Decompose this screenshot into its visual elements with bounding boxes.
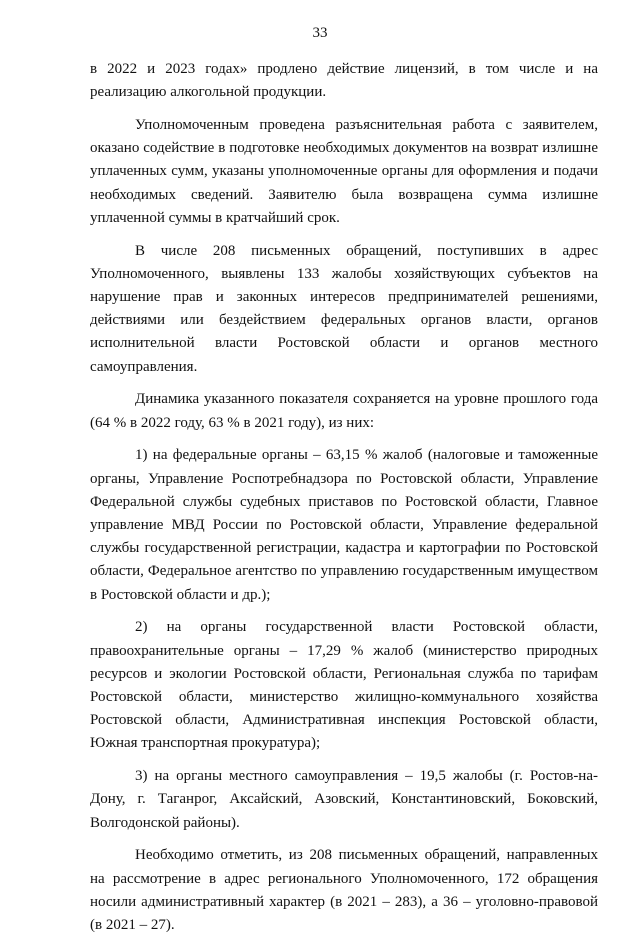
page-number: 33 xyxy=(312,25,328,41)
list-item-regional-bodies: 2) на органы государственной власти Ростовской области, правоохранительные органы – 17,29 % жалоб (министерство природных ресурсов и экологии Ростовской области, Региональная служба по тарифам Ростовской области, министерство жилищно-коммунального хозяйства Ростовской области, Административная инспекция Ростовской области, Южная транспортная прокуратура); xyxy=(90,619,598,752)
paragraph-appeals-character: Необходимо отметить, из 208 письменных обращений, направленных на рассмотрение в адрес регионального Уполномоченного, 172 обращения носили административный характер (в 2021 – 283), а 36 – уголовно-правовой (в 2021 – 27). xyxy=(90,847,598,934)
paragraph-explanatory-work: Уполномоченным проведена разъяснительная работа с заявителем, оказано содействие в подготовке необходимых документов на возврат излишне уплаченных сумм, указаны уполномоченные органы для оформления и подачи необходимых сведений. Заявителю была возвращена сумма излишне уплаченной суммы в кратчайший срок. xyxy=(90,117,598,226)
list-item-local-government: 3) на органы местного самоуправления – 19,5 жалобы (г. Ростов-на-Дону, г. Таганрог, Аксайский, Азовский, Константиновский, Боковский, Волгодонской районы). xyxy=(90,768,598,831)
paragraph-dynamics: Динамика указанного показателя сохраняется на уровне прошлого года (64 % в 2022 году, 63 % в 2021 году), из них: xyxy=(90,391,598,431)
body-text xyxy=(90,58,598,937)
list-item-federal-bodies: 1) на федеральные органы – 63,15 % жалоб (налоговые и таможенные органы, Управление Роспотребнадзора по Ростовской области, Управление Федеральной службы судебных приставов по Ростовской области, Главное управление МВД России по Ростовской области, Управление федеральной службы государственной регистрации, кадастра и картографии по Ростовской области, Федеральное агентство по управлению государственным имуществом в Ростовской области и др.); xyxy=(90,447,598,603)
paragraph-complaints-summary: В числе 208 письменных обращений, поступивших в адрес Уполномоченного, выявлены 133 жалобы хозяйствующих субъектов на нарушение прав и законных интересов предпринимателей решениями, действиями или бездействием федеральных органов власти, органов исполнительной власти Ростовской области и органов местного самоуправления. xyxy=(90,242,598,375)
paragraph-license-continuation: в 2022 и 2023 годах» продлено действие лицензий, в том числе и на реализацию алкогольной продукции. xyxy=(90,61,598,101)
